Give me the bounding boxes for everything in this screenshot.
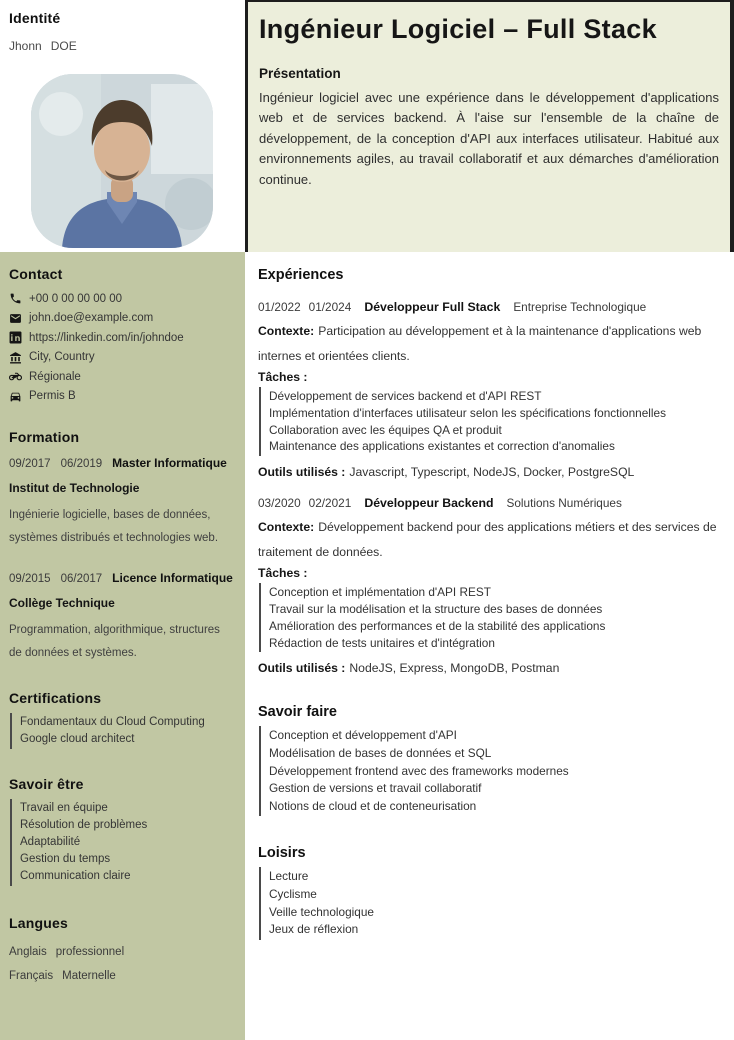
building-icon bbox=[9, 351, 22, 364]
context-text: Développement backend pour des applications métiers et des services de traitement de données. bbox=[258, 520, 717, 559]
edu-end-date: 06/2019 bbox=[60, 457, 103, 470]
edu-school: Collège Technique bbox=[9, 595, 115, 610]
task-item: Collaboration avec les équipes QA et produit bbox=[269, 422, 502, 437]
soft-skill-item: Gestion du temps bbox=[20, 852, 111, 865]
presentation-heading: Présentation bbox=[259, 66, 341, 81]
tools-text: NodeJS, Express, MongoDB, Postman bbox=[349, 661, 560, 676]
soft-skill-item: Résolution de problèmes bbox=[20, 818, 148, 831]
mobility-text: Régionale bbox=[29, 370, 81, 383]
identity-heading: Identité bbox=[9, 10, 61, 26]
edu-end-date: 06/2017 bbox=[60, 572, 103, 585]
linkedin-url: https://linkedin.com/in/johndoe bbox=[29, 331, 184, 344]
edu-degree: Master Informatique bbox=[112, 455, 227, 470]
license-text: Permis B bbox=[29, 390, 76, 402]
hobby-item: Cyclisme bbox=[269, 886, 317, 901]
hard-skill-item: Notions de cloud et de conteneurisation bbox=[269, 798, 477, 813]
certifications-list bbox=[10, 713, 237, 749]
profile-photo-illustration bbox=[31, 74, 213, 248]
soft-skill-item: Travail en équipe bbox=[20, 801, 108, 814]
language-name: Français bbox=[9, 969, 54, 982]
job-start-date: 03/2020 bbox=[258, 496, 301, 511]
loisirs-heading: Loisirs bbox=[258, 845, 306, 862]
certifications-heading: Certifications bbox=[9, 689, 102, 706]
edu-description: Ingénierie logicielle, bases de données, systèmes distribués et technologies web. bbox=[9, 508, 219, 544]
hard-skill-item: Développement frontend avec des frameworks modernes bbox=[269, 763, 569, 778]
tasks-list bbox=[259, 387, 720, 456]
page-title: Ingénieur Logiciel – Full Stack bbox=[259, 14, 657, 44]
edu-start-date: 09/2015 bbox=[9, 572, 51, 585]
job-end-date: 01/2024 bbox=[308, 300, 352, 314]
context-text: Participation au développement et à la maintenance d'applications web internes et orientées clients. bbox=[258, 324, 702, 363]
hobby-item: Jeux de réflexion bbox=[269, 922, 359, 937]
savoir-etre-heading: Savoir être bbox=[9, 775, 84, 792]
loisirs-list bbox=[259, 867, 720, 939]
task-item: Développement de services backend et d'API REST bbox=[269, 389, 542, 403]
job-context bbox=[258, 515, 720, 564]
context-label: Contexte: bbox=[258, 520, 315, 535]
first-name: Jhonn bbox=[9, 39, 42, 53]
edu-degree: Licence Informatique bbox=[112, 570, 233, 585]
langues-heading: Langues bbox=[9, 914, 68, 931]
edu-description: Programmation, algorithmique, structures de données et systèmes. bbox=[9, 623, 220, 659]
soft-skill-item: Adaptabilité bbox=[20, 835, 81, 848]
language-name: Anglais bbox=[9, 945, 47, 958]
savoir-etre-list bbox=[10, 799, 237, 886]
language-level: professionnel bbox=[55, 945, 125, 958]
certification-item: Fondamentaux du Cloud Computing bbox=[20, 715, 205, 728]
task-item: Implémentation d'interfaces utilisateur selon les spécifications fonctionnelles bbox=[269, 405, 667, 420]
sidebar bbox=[0, 252, 245, 1040]
linkedin-icon bbox=[9, 331, 22, 344]
savoir-faire-list bbox=[259, 726, 720, 816]
job-tools bbox=[258, 465, 720, 479]
task-item: Travail sur la modélisation et la structure des bases de données bbox=[269, 601, 603, 616]
contact-phone bbox=[9, 289, 237, 308]
phone-icon bbox=[9, 292, 22, 305]
email-icon bbox=[9, 312, 22, 325]
task-item: Maintenance des applications existantes et correction d'anomalies bbox=[269, 439, 615, 454]
identity-section bbox=[0, 0, 245, 252]
language-level: Maternelle bbox=[62, 969, 116, 982]
hard-skill-item: Conception et développement d'API bbox=[269, 728, 457, 743]
language-row bbox=[9, 970, 237, 982]
tasks-list bbox=[259, 583, 720, 652]
person-name bbox=[9, 39, 235, 53]
job-company: Entreprise Technologique bbox=[513, 300, 647, 314]
header bbox=[245, 0, 734, 252]
edu-school: Institut de Technologie bbox=[9, 480, 140, 495]
email-address: john.doe@example.com bbox=[29, 312, 154, 324]
job-title: Développeur Backend bbox=[364, 496, 494, 511]
job-tools bbox=[258, 661, 720, 675]
task-item: Conception et implémentation d'API REST bbox=[269, 585, 491, 600]
tasks-label: Tâches : bbox=[258, 370, 308, 384]
presentation-text: Ingénieur logiciel avec une expérience dans le développement d'applications web et de services backend. À l'aise sur l'ensemble de la chaîne de développement, de la conception d'API aux interfaces utilisateur. Habitué aux environnements agiles, au travail collaboratif et aux démarches d'amélioration continue. bbox=[259, 90, 719, 187]
job-entry bbox=[258, 300, 720, 479]
contact-location bbox=[9, 348, 237, 367]
location-text: City, Country bbox=[29, 351, 95, 363]
soft-skill-item: Communication claire bbox=[20, 869, 131, 882]
language-row bbox=[9, 946, 237, 958]
job-entry bbox=[258, 496, 720, 675]
contact-license bbox=[9, 387, 237, 406]
main-content bbox=[245, 252, 734, 940]
profile-photo bbox=[31, 74, 213, 248]
tools-label: Outils utilisés : bbox=[258, 661, 346, 676]
job-company: Solutions Numériques bbox=[506, 496, 622, 511]
experiences-heading: Expériences bbox=[258, 267, 344, 283]
contact-heading: Contact bbox=[9, 266, 63, 282]
hobby-item: Lecture bbox=[269, 869, 309, 884]
contact-mobility bbox=[9, 367, 237, 386]
tasks-label: Tâches : bbox=[258, 566, 308, 581]
education-entry bbox=[9, 571, 237, 665]
contact-linkedin bbox=[9, 328, 237, 347]
formation-heading: Formation bbox=[9, 428, 80, 445]
hobby-item: Veille technologique bbox=[269, 904, 374, 919]
job-start-date: 01/2022 bbox=[258, 300, 301, 314]
contact-email bbox=[9, 309, 237, 328]
hard-skill-item: Modélisation de bases de données et SQL bbox=[269, 745, 492, 760]
education-entry bbox=[9, 456, 237, 550]
job-title: Développeur Full Stack bbox=[364, 300, 501, 314]
task-item: Rédaction de tests unitaires et d'intégration bbox=[269, 635, 495, 650]
tools-label: Outils utilisés : bbox=[258, 465, 346, 480]
motorcycle-icon bbox=[9, 370, 22, 383]
task-item: Amélioration des performances et de la stabilité des applications bbox=[269, 618, 606, 633]
job-end-date: 02/2021 bbox=[308, 496, 352, 511]
edu-start-date: 09/2017 bbox=[9, 457, 51, 470]
last-name: DOE bbox=[50, 39, 77, 53]
hard-skill-item: Gestion de versions et travail collaboratif bbox=[269, 781, 482, 796]
certification-item: Google cloud architect bbox=[20, 732, 135, 745]
savoir-faire-heading: Savoir faire bbox=[258, 704, 337, 721]
phone-number: +00 0 00 00 00 00 bbox=[29, 292, 123, 305]
job-context bbox=[258, 319, 720, 368]
car-icon bbox=[9, 390, 22, 403]
contact-list bbox=[9, 289, 237, 406]
context-label: Contexte: bbox=[258, 324, 315, 338]
tools-text: Javascript, Typescript, NodeJS, Docker, PostgreSQL bbox=[349, 465, 635, 480]
